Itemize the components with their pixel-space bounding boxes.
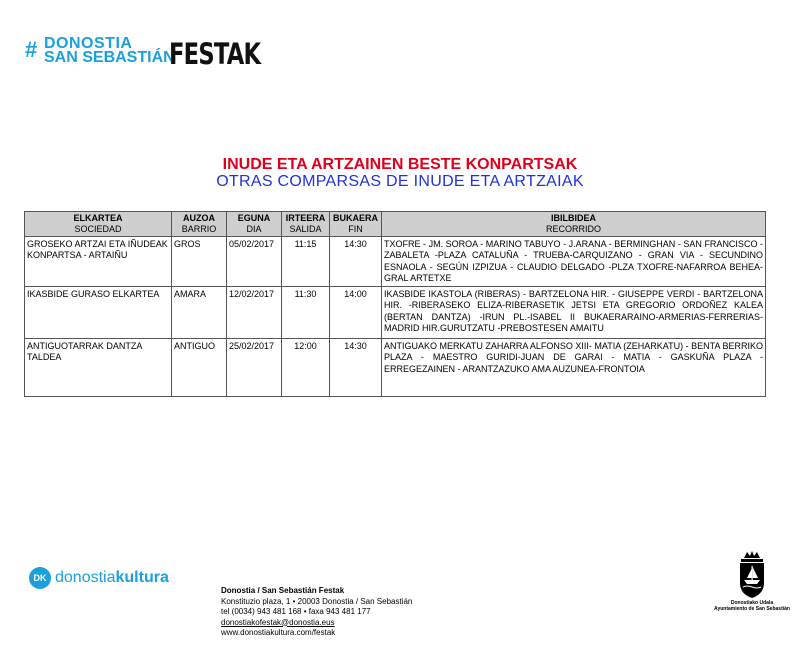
cell-eguna: 12/02/2017 <box>227 287 282 339</box>
logo-line-san-sebastian: SAN SEBASTIÁN <box>44 49 175 66</box>
dk-logo-icon: DK <box>29 567 51 589</box>
col-header-auzoa: AUZOA BARRIO <box>172 212 227 237</box>
crest-line2: Ayuntamiento de San Sebastián <box>714 606 790 612</box>
footer-org: Donostia / San Sebastián Festak <box>221 586 345 595</box>
cell-ibilbidea: ANTIGUAKO MERKATU ZAHARRA ALFONSO XIII- MATIA (ZEHARKATU) - BENTA BERRIKO PLAZA - MAESTRO GURIDI-JUAN DE GARAI - MATIA - GASKUÑA PLAZA - ERREGEZAINEN - ARANTZAZUKO AMA AUZUNEA-FRONTOIA <box>382 339 766 397</box>
cell-bukaera: 14:00 <box>330 287 382 339</box>
col-header-eguna: EGUNA DIA <box>227 212 282 237</box>
cell-irteera: 11:30 <box>282 287 330 339</box>
dk-logo-name: donostiakultura <box>55 569 169 586</box>
cell-auzoa: AMARA <box>172 287 227 339</box>
festak-logo <box>25 35 261 71</box>
crest-line1: Donostiako Udala <box>730 600 774 606</box>
donostiakultura-logo <box>29 567 169 589</box>
cell-eguna: 05/02/2017 <box>227 237 282 287</box>
cell-ibilbidea: IKASBIDE IKASTOLA (RIBERAS) - BARTZELONA HIR. - GIUSEPPE VERDI - BARTZELONA HIR. -RIBERASEKO ELIZA-RIBERASETIK JETSI ETA GREGORIO ORDOÑEZ KALEA (BERTAN DANTZA) -IRUN PL.-ISABEL II BUKAERARAINO-ARMERIAS-FERRERIAS-MADRID HIR.GURUTZATU -PREBOSTESEN AMAITU <box>382 287 766 339</box>
table-row <box>25 339 766 397</box>
cell-elkartea: GROSEKO ARTZAI ETA IÑUDEAK KONPARTSA - ARTAIÑU <box>25 237 172 287</box>
cell-irteera: 11:15 <box>282 237 330 287</box>
schedule-table <box>24 211 766 397</box>
city-crest <box>712 550 792 612</box>
footer-address: Konstituzio plaza, 1 • 20003 Donostia / San Sebastián <box>221 596 413 606</box>
page-title <box>0 156 800 190</box>
col-header-irteera: IRTEERA SALIDA <box>282 212 330 237</box>
cell-eguna: 25/02/2017 <box>227 339 282 397</box>
cell-irteera: 12:00 <box>282 339 330 397</box>
col-header-elkartea: ELKARTEA SOCIEDAD <box>25 212 172 237</box>
cell-elkartea: IKASBIDE GURASO ELKARTEA <box>25 287 172 339</box>
cell-bukaera: 14:30 <box>330 339 382 397</box>
col-header-ibilbidea: IBILBIDEA RECORRIDO <box>382 212 766 237</box>
cell-bukaera: 14:30 <box>330 237 382 287</box>
logo-festak: FESTAK <box>169 37 261 71</box>
table-row <box>25 237 766 287</box>
logo-hash: # <box>25 37 38 62</box>
table-header-row <box>25 212 766 237</box>
footer-contact <box>221 586 412 639</box>
title-spanish: OTRAS COMPARSAS DE INUDE ETA ARTZAIAK <box>216 173 584 190</box>
title-basque: INUDE ETA ARTZAINEN BESTE KONPARTSAK <box>222 156 578 173</box>
table-row <box>25 287 766 339</box>
footer-phone: tel (0034) 943 481 168 • faxa 943 481 177 <box>221 607 371 616</box>
footer-web: www.donostiakultura.com/festak <box>221 628 336 637</box>
crest-icon <box>735 550 769 600</box>
cell-ibilbidea: TXOFRE - JM. SOROA - MARINO TABUYO - J.ARANA - BERMINGHAN - SAN FRANCISCO - ZABALETA -PLAZA CATALUÑA - TRUEBA-CARQUIZANO - GRAN VIA - SECUNDINO ESNAOLA - SEGÚN IZPIZUA - CLAUDIO DELGADO -PLZA TXOFRE-NAFARROA BEHEA-GRAL ARTETXE <box>382 237 766 287</box>
cell-auzoa: ANTIGUO <box>172 339 227 397</box>
cell-elkartea: ANTIGUOTARRAK DANTZA TALDEA <box>25 339 172 397</box>
logo-line-donostia: DONOSTIA <box>44 35 133 52</box>
col-header-bukaera: BUKAERA FIN <box>330 212 382 237</box>
cell-auzoa: GROS <box>172 237 227 287</box>
footer-email-link[interactable]: donostiakofestak@donostia.eus <box>221 617 335 627</box>
